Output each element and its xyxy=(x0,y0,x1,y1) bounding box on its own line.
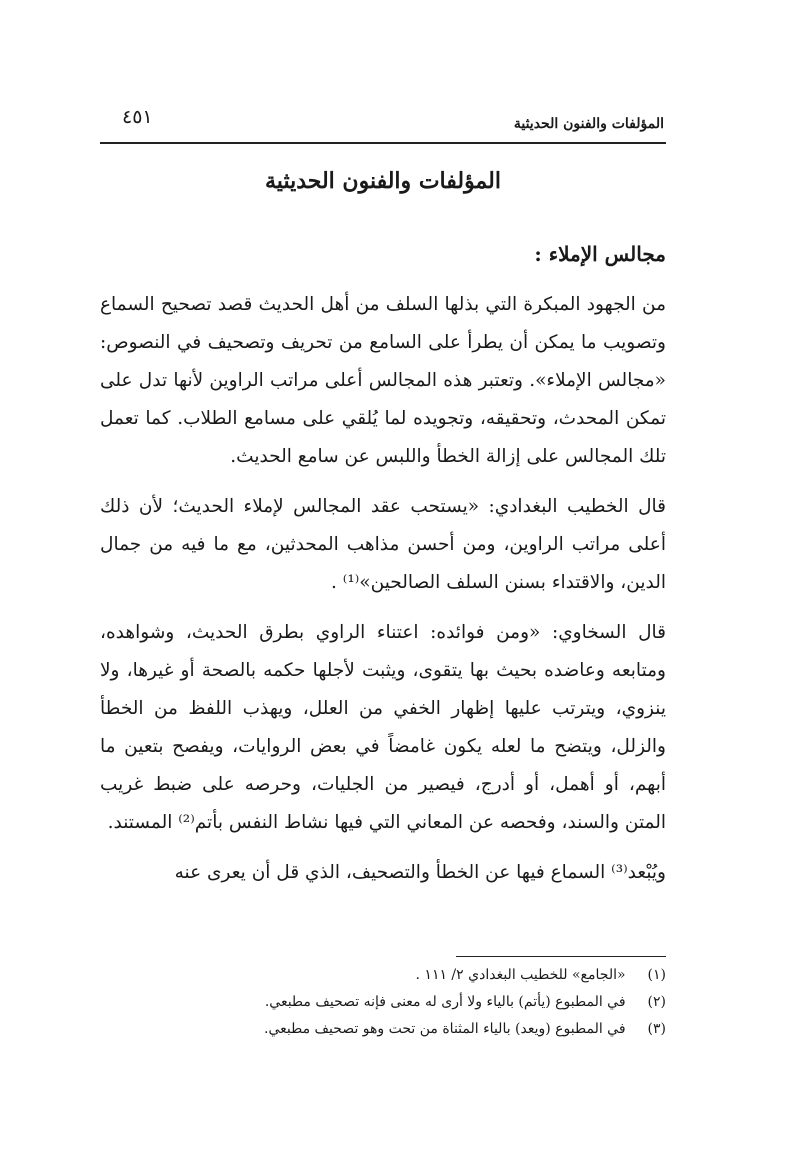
footnote-number: (٢) xyxy=(647,994,666,1010)
page-number: ٤٥١ xyxy=(122,106,153,128)
chapter-title: المؤلفات والفنون الحديثية xyxy=(265,168,501,194)
paragraph: من الجهود المبكرة التي بذلها السلف من أهل الحديث قصد تصحيح السماع وتصويب ما يمكن أن يطرأ على السامع من تحريف وتصحيف في النصوص: «مجالس الإملاء». وتعتبر هذه المجالس أعلى مراتب الراوين لأنها تدل على تمكن المحدث، وتحقيقه، وتجويده لما يُلقي على مسامع الطلاب. كما تعمل تلك المجالس على إزالة الخطأ واللبس عن سامع الحديث. xyxy=(100,294,667,467)
section-heading: مجالس الإملاء : xyxy=(534,242,666,266)
body-text xyxy=(100,286,666,904)
paragraph: ويُبْعد⁽³⁾ السماع فيها عن الخطأ والتصحيف، الذي قل أن يعرى عنه xyxy=(174,862,666,883)
footnote-text: «الجامع» للخطيب البغدادي ٢/ ١١١ . xyxy=(415,967,626,983)
footnote xyxy=(100,962,666,989)
running-title: المؤلفات والفنون الحديثية xyxy=(513,116,664,132)
footnotes xyxy=(100,962,666,1043)
footnote xyxy=(100,1016,666,1043)
header-rule xyxy=(100,142,666,144)
footnote-rule xyxy=(456,956,666,957)
footnote-number: (١) xyxy=(647,967,666,983)
paragraph: قال السخاوي: «ومن فوائده: اعتناء الراوي بطرق الحديث، وشواهده، ومتابعه وعاضده بحيث بها يتقوى، ويثبت لأجلها حكمه بالصحة أو غيرها، ولا ينزوي، ويترتب عليها إظهار الخفي من العلل، ويهذب اللفظ من الخطأ والزلل، ويتضح ما لعله يكون غامضاً في بعض الروايات، ويفصح بتعين ما أبهم، أو أهمل، أو أدرج، فيصير من الجليات، وحرصه على ضبط غريب المتن والسند، وفحصه عن المعاني التي فيها نشاط النفس بأتم⁽²⁾ المستند. xyxy=(100,622,666,833)
footnote-text: في المطبوع (ويعد) بالياء المثناة من تحت وهو تصحيف مطبعي. xyxy=(264,1021,626,1037)
footnote xyxy=(100,989,666,1016)
footnote-text: في المطبوع (يأتم) بالياء ولا أرى له معنى فإنه تصحيف مطبعي. xyxy=(264,994,626,1010)
paragraph: قال الخطيب البغدادي: «يستحب عقد المجالس لإملاء الحديث؛ لأن ذلك أعلى مراتب الراوين، ومن أحسن مذاهب المحدثين، مع ما فيه من جمال الدين، والاقتداء بسنن السلف الصالحين»⁽¹⁾ . xyxy=(100,496,666,593)
running-head xyxy=(100,104,666,140)
footnote-number: (٣) xyxy=(647,1021,666,1037)
